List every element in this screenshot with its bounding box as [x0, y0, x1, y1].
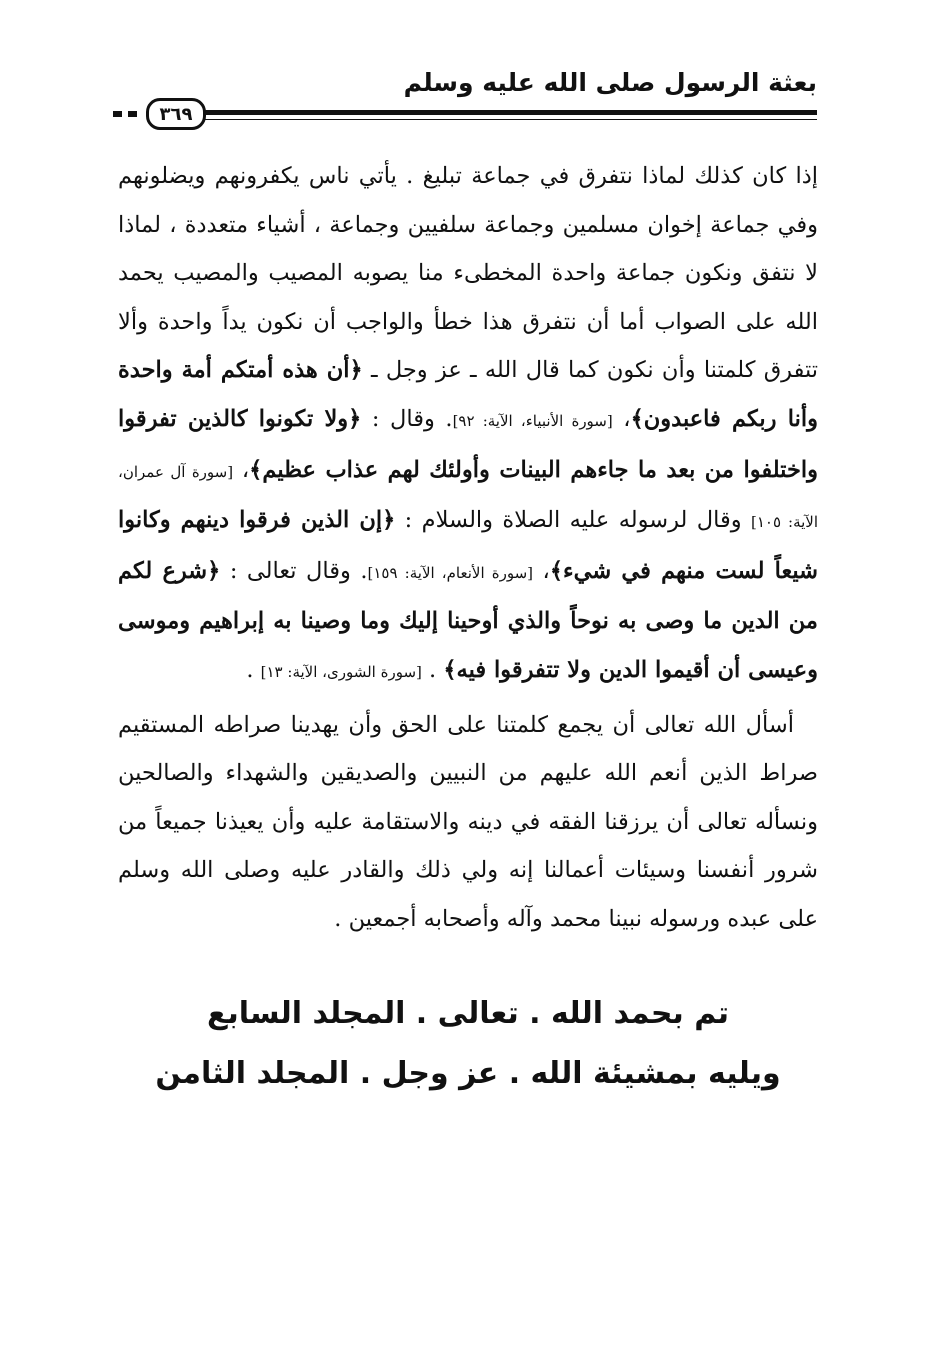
page-number: ٣٦٩	[146, 98, 206, 130]
quran-verse: ﴿أن هذه أمتكم أمة واحدة وأنا ربكم فاعبدون﴾	[118, 357, 818, 432]
quran-verse: ﴿شرع لكم من الدين ما وصى به نوحاً والذي أوحينا إليك وما وصينا به إبراهيم وموسى وعيسى أن أقيموا الدين ولا تتفرقوا فيه﴾	[118, 557, 818, 683]
ornament-dash	[128, 111, 137, 117]
volume-colophon	[118, 984, 818, 1104]
ornament-dash	[113, 111, 122, 117]
header-rule	[202, 110, 817, 115]
text-run: إذا كان كذلك لماذا نتفرق في جماعة تبليغ . يأتي ناس يكفرونهم ويضلونهم وفي جماعة إخوان مسلمين وجماعة سلفيين وجماعة ، أشياء متعددة ، لماذا لا نتفق ونكون جماعة واحدة المخطىء منا يصوبه المصيب والمصيب يحمد الله على الصواب أما أن نتفرق هذا خطأ والواجب أن نكون يداً واحدة وألا تتفرق كلمتنا وأن نكون كما قال الله ـ عز وجل ـ	[118, 163, 818, 384]
paragraph	[118, 152, 818, 697]
colophon-line: تم بحمد الله . تعالى . المجلد السابع	[206, 996, 730, 1031]
verse-reference: [سورة آل عمران، الآية: ١٠٥]	[118, 462, 819, 532]
text-run: .	[246, 656, 261, 683]
closing-prayer-paragraph: أسأل الله تعالى أن يجمع كلمتنا على الحق وأن يهدينا صراطه المستقيم صراط الذين أنعم الله عليهم من النبيين والصديقين والشهداء والصالحين ونسأله تعالى أن يرزقنا الفقه في دينه والاستقامة عليه وأن يعيذنا جميعاً من شرور أنفسنا وسيئات أعمالنا إنه ولي ذلك والقادر عليه وصلى الله وسلم على عبده ورسوله نبينا محمد وآله وأصحابه أجمعين .	[118, 711, 818, 932]
text-run: . وقال تعالى :	[220, 557, 368, 584]
verse-reference: [سورة الأنعام، الآية: ١٥٩]	[367, 563, 534, 582]
quran-verse: ﴿ولا تكونوا كالذين تفرقوا واختلفوا من بعد ما جاءهم البينات وأولئك لهم عذاب عظيم﴾	[118, 405, 818, 483]
text-run: .	[421, 656, 444, 683]
colophon-line: ويليه بمشيئة الله . عز وجل . المجلد الثامن	[155, 1056, 781, 1091]
text-run: ،	[533, 557, 550, 584]
text-run: وقال لرسوله عليه الصلاة والسلام :	[395, 507, 751, 534]
running-title: بعثة الرسول صلى الله عليه وسلم	[403, 68, 817, 97]
verse-reference: [سورة الشورى، الآية: ١٣]	[260, 662, 422, 681]
text-run: ،	[233, 456, 250, 483]
header-rule-thin	[202, 119, 817, 120]
body-text	[118, 152, 818, 944]
quran-verse: ﴿إن الذين فرقوا دينهم وكانوا شيعاً لست منهم في شيء﴾	[118, 507, 819, 584]
text-run: . وقال :	[361, 405, 453, 432]
verse-reference: [سورة الأنبياء، الآية: ٩٢]	[452, 411, 613, 430]
text-run: ،	[612, 405, 631, 432]
